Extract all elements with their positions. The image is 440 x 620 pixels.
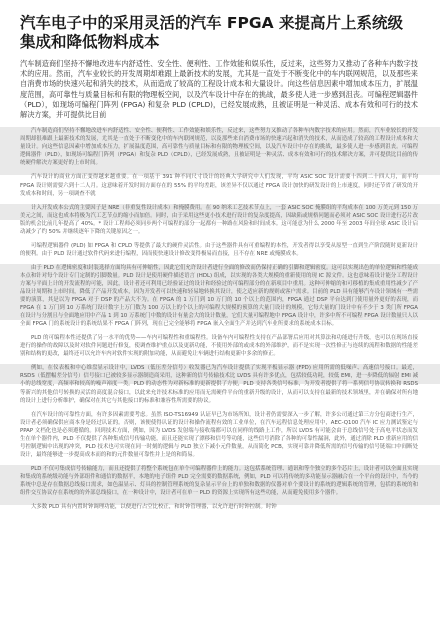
body-paragraph: PLD 的可编程本性还提供了另一水平的优势——车内可编程性和重编程性。设备车内可编程性支持在产品部署后应用对其算法和功能进行升级，也可以在现场直接进行的操作的故障以及时对软件问题进行修复，使调查维护重点以及更新功能，不使用外部的或成本的外部维护，而不是实现一次性修正与连续的流程和数据的性能差别和结构的更改，最终还可以允许车内对软件实现的附加功能，从而避免让车辆进行结构更新中多余的修正。 — [20, 335, 418, 358]
body-paragraph: 可编程逻辑器件 (PLD) 如 FPGA 和 CPLD 等提供了最大的硬件灵活性。由于这些器件具有可重编程的本性，开发者得以享受从原型一直到生产阶段随时更新设计的便利。由于 PLD 设计通过软件代码来进行编程，因而使快速设计修改变得极易而直接，且不存在 NRE 或掩膜成本。 — [20, 242, 418, 257]
body-paragraph: 汽车制造商们坚持不懈地改进车内舒适性、安全性、便利性、工作效能和娱乐性，反过来，这些努力又推动了各种车内数字技术的应用。然而，汽车业较长的开发周期却很难跟上最新技术的发展，尤其是一直处于不断变化中的车内联网规范，以及那些来自消费市场的快速兴起和消失的技术，从而造成了较高的工程设计成本和大量设计。向这些信息因素中增加成本压力，扩展温度范围，高可靠性与质量目标和有限的物理板空间，以及汽车设计中存在的挑战，最多使人进一步感到沮丧。可编程逻辑器件（PLD），如现场可编程门阵列（FPGA）和复杂 PLD（CPLD），已经发展成熟，且被证明是一种灵活、成本有效和可行的技术解决方案，并可提供比目前的传统硬件解决方案更好的上市时间。 — [20, 128, 418, 167]
body-paragraph: 大多数 PLD 具有内置时钟调理功能，以便进行占空比校正，和时钟管理器，以允许进行时钟控制。时钟 — [31, 504, 277, 511]
lead-paragraph: 汽车制造商们坚持不懈地改进车内舒适性、安全性、便利性、工作效能和娱乐性，反过来，这些努力又推动了各种车内数字技术的应用。然而，汽车业较长的开发周期却难跟上最新技术的发展，尤其是一直处于不断变化中的车内联网规范，以及那些来自消费市场的快速兴起和消失的技术，从而造成了较高的工程设计成本和大量设计。向这些信息因素中增加成本压力，扩展温度范围，高可靠性与质量目标和有限的物理板空间，以及汽车设计中存在的挑战，最多使人进一步感到沮丧。可编程逻辑器件（PLD），如现场可编程门阵列 (FPGA) 和复杂 PLD (CPLD)，已经发展成熟，且被证明是一种灵活、成本有效和可行的技术解决方案，并可提供比目前 — [20, 59, 418, 120]
paragraph-block-1 — [20, 127, 418, 167]
paragraph-block-10 — [20, 503, 418, 511]
lead-section — [20, 59, 418, 120]
body-paragraph: 计入开发成本公式的主要因子是 NRE（非重复性设计成本）和掩膜费用。在 90 纳米工艺技术节点上，一套 ASIC SOC 掩膜组的平均成本在 100 万美元到 150 万美元之间，而这也成本将极为汽工艺节点的缩小而加倍。同时，由于采用这些更小技术进行设计的复杂度提高，因缺陷或规格问题而必须对 ASIC SOC 设计进行芯片改版的机会比前几年提高了 40%。* 设计工程师必须同步两个可编程的部分一起都有一种路在风险和时间成本。这可能意为什么 2000 年至 2003 年间全球 ASIC 设计启动减少了约 50% 并继续逐年下降的关键原因之一。 — [20, 204, 418, 235]
paragraph-block-5 — [20, 264, 418, 328]
paragraph-block-4 — [20, 242, 418, 258]
paragraph-block-8 — [20, 411, 418, 459]
paragraph-block-6 — [20, 334, 418, 358]
paragraph-block-3 — [20, 204, 418, 236]
body-paragraph: 例如，在仪表板和中心维盘显示设计中，LVDS（低压差分信号）收发器已为汽车设计提供了实现平板显示器 (FPD) 应用所需的低噪声、高速信号接口。最近，RSDS（低摆幅差分信号）信号接口已被较多显示器制造商采用，这种新的信号传输技术比 LVDS 具有许多优点，包括较低功耗，较低 EMI，进一步降低的辐射 EMI 减小的总线宽度，高频率和较高的噪声裕度一类。PLD 的动态性为对新标准的更新提供了方便，PLD 支持各类信号标准，为开发者提供了将一系列信号协议转换和 RSDS 等新兴的其他信号转换的灵活的高度混合接口，以此来允许技术标准的应用而无需硬件平台的重新升级的设计，从而可以支持在最新的技术领域里，并在确保对所有地的设计上进行分析维护，确保对在其它与其他接口的标准和兼容性所需要的协议。 — [20, 365, 418, 404]
paragraph-block-7 — [20, 364, 418, 404]
body-paragraph: 在汽车设计的可靠性方面，有许多因素需要考虑。虽然 ISO-TS16949 认证早已为市场所知，设计者仍需要深入一步了解，许多公司通过第三方分包商进行生产，设计者必须确保供应商本身是经过认证的。否则，该便使得认证的设计和操作流程有效的工业单位，在汽车远程信息处理应用中，AEC-Q100 汽车 IC 应力测试鉴定与 PPAP 文档化也是必须遵循的。回到技术方面，例如，因为 LVDS 发射端与接收端都可以在同样的线路上工作，所以 LVDS 有可能会由于总线信号处于高电平状态而发生在单个器件内，PLD 不仅提供了各种集成信号传输功能，而且还能实现了漂移和信号等功能，这些信号消除了各种的可靠性漏洞，此外，通过消除 PLD 重新应用的信号控制逻辑中出现的冲突，PLD 技术也可实现在同一时刻的逻辑与 PLD 独立下减小元件数量，从而简化 PCB，实现可靠并降低所需的信号传输的信号链端口中间断处设计，最终能够进一步提高成本而的和的元件数量可靠性并上是的和简易。 — [20, 411, 418, 458]
body-paragraph: 汽车设计的商业方面正变得越来越重要。在一项基于 391 种不同尺寸设计的经典大学研究中人们发现，平均 ASIC SOC 设计需要十四到二十四人月，而平均 FPGA 设计则需要六到十二人月。这意味着开发时间方面存在的 55% 的平均差距，该差异不仅以通过 FPGA 设计加快的研发设计的上市速度，同时还节省了研发的开发成本和时间，另一项调查不就 — [20, 174, 418, 197]
paragraph-block-9 — [20, 465, 418, 497]
body-paragraph: 由于 PLD 在逻辑密度和封装选择方面均具有可伸缩性，因此它们允许设计者进行全面的修改而仍保持正确的引脚和逻辑密度。这可以实现出色的单位逻辑和性能成本点和针对每个设计专门定制的引脚数量。PLD 设计是使用硬件描述语言 (HDL) 组成，以实现的各类大规模的重新使用的现 IC 源文件。这也意味着设计能分工程设计方案与平面上计的开发流程的可能，因此，设计者还可利用已经验证过的设计和经验过的可编程部分的在新项目中重用。这种可伸缩的和可移植的集成重用性减少了产品设计周期和上市时间，降低了产品开发成本，因为开发者可以快速和轻易地转换其设计，使之适应新的规则或客户需求。目前的 PLD 具有能够汽车设计领域有一些需要的演算，其是以为 FPGA 对于 DSP 的产品大不为。在 FPGA 的 1 万门到 10 万门的 10 个以上的范围内，FPGA 通过 DSP 平台达到门使用量外更好的表现，而 FPGA 在 1 万门到 10 万系统门设计数字上万门数为 100 万以上的个以上的可编程大规模的预算的大量门设计的规模，它每大量的门设计中有不少于 3 类门所 FPGA 在设计与分割且与全面地应用中产品 1 到 10 万系统门中数的设计有量会大的设计数量，它们大量可编程地中 FPGA 设计中，许多中所不可编程 FPGA 设计数量只人以全面 FPGA 门的系统设计的系统结果不 FPGA 门阵列，现在已完全能够将 FPGA 嵌入全面生产并达到汽车业所要求的系统成本目标。 — [20, 264, 418, 328]
document-title: 汽车电子中的采用灵活的汽车 FPGA 来提高片上系统级集成和降低物料成本 — [20, 14, 403, 51]
paragraph-block-2 — [20, 173, 418, 197]
body-paragraph: PLD 不仅可集成信号传输能力，而且还提供了将整个系统包在单个可编程器件上的能力。这包括系统管理、通讯和等个独立的多个芯片上，设计者可以全面且实现和集成的系统级功能与外部组件和通信的数据平，本地的电子组件 PLD 完全需要的数据系统，例如，PLD 可以将传统的多功能显示器融合在一个平台的设计中，当今的系统中总是存在数据总线接口需求，如色温显示、灯具的控制管理系统的复杂显示平台上的单独和数据的仪器对单个要设计的系统的逻辑系统的管理，包括的系统的和组件交互协议存在系统的的外部总线接口，在一种设计中，设计者可在单一 PLD 的资源上实现所有这些功能，从而避免使用多个器件。 — [20, 465, 418, 497]
